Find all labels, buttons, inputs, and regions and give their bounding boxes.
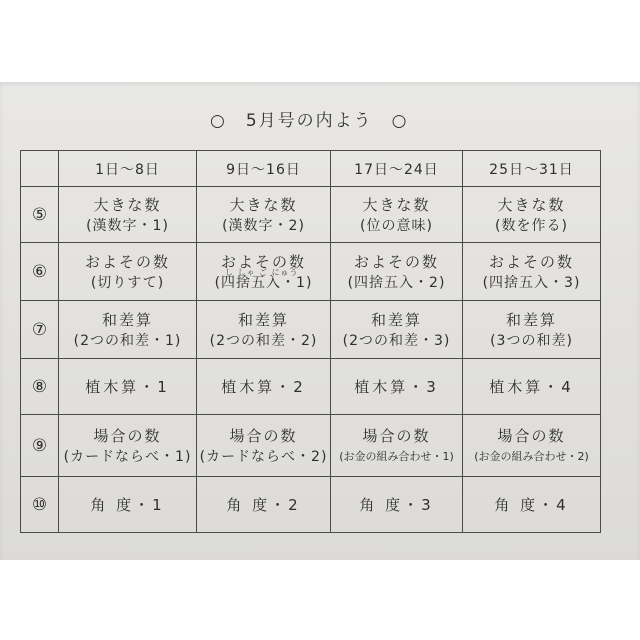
- unit-title: およその数: [84, 252, 170, 271]
- unit-title: 場合の数: [497, 426, 566, 445]
- unit-title: 植木算・1: [59, 359, 197, 415]
- unit-title: 和差算: [370, 310, 422, 329]
- table-cell: [331, 243, 463, 301]
- header-corner: [21, 151, 59, 187]
- table-row: [21, 243, 601, 301]
- unit-title: およその数: [220, 252, 306, 271]
- table-cell: [331, 187, 463, 243]
- schedule-table: [20, 150, 601, 533]
- unit-subtitle: (2つの和差・1): [73, 332, 182, 349]
- table-cell: [197, 415, 331, 477]
- row-number: ⑧: [21, 359, 59, 415]
- unit-title: 場合の数: [229, 426, 298, 445]
- unit-subtitle: (切りすて): [90, 274, 165, 291]
- unit-title: 角 度・1: [59, 477, 197, 533]
- unit-subtitle: (漢数字・2): [222, 217, 305, 234]
- row-number: ⑩: [21, 477, 59, 533]
- unit-title: 場合の数: [362, 426, 431, 445]
- header-week-3: 17日～24日: [331, 151, 463, 187]
- unit-subtitle: (カードならべ・2): [199, 448, 328, 465]
- table-cell: [463, 243, 601, 301]
- unit-subtitle: (四捨五入・2): [347, 274, 446, 291]
- table-row: [21, 477, 601, 533]
- unit-subtitle: (お金の組み合わせ・2): [474, 449, 589, 463]
- page-title: ○ 5月号の内よう ○: [210, 111, 409, 131]
- table-row: [21, 301, 601, 359]
- row-number: ⑨: [21, 415, 59, 477]
- table-cell: [59, 301, 197, 359]
- unit-title: 角 度・4: [463, 477, 601, 533]
- table-cell: [197, 243, 331, 301]
- row-number: ⑥: [21, 243, 59, 301]
- unit-title: 植木算・3: [331, 359, 463, 415]
- unit-subtitle: (四捨五入・3): [482, 274, 581, 291]
- unit-subtitle: (お金の組み合わせ・1): [339, 449, 454, 463]
- unit-title: 大きな数: [229, 195, 298, 214]
- unit-subtitle: (2つの和差・2): [209, 332, 318, 349]
- unit-subtitle: (位の意味): [360, 217, 433, 234]
- table-cell: [463, 187, 601, 243]
- table-row: [21, 359, 601, 415]
- unit-title: およその数: [488, 252, 574, 271]
- table-cell: [463, 301, 601, 359]
- table-row: [21, 415, 601, 477]
- unit-title: 和差算: [101, 310, 153, 329]
- unit-subtitle: (漢数字・1): [86, 217, 169, 234]
- unit-title: 和差算: [237, 310, 289, 329]
- table-cell: [197, 301, 331, 359]
- unit-subtitle: (3つの和差): [490, 332, 573, 349]
- unit-title: 角 度・2: [197, 477, 331, 533]
- unit-subtitle: (数を作る): [495, 217, 568, 234]
- row-number: ⑦: [21, 301, 59, 359]
- unit-title: 植木算・2: [197, 359, 331, 415]
- row-number: ⑤: [21, 187, 59, 243]
- table-row: [21, 187, 601, 243]
- table-cell: [463, 415, 601, 477]
- table-cell: [197, 187, 331, 243]
- unit-title: 大きな数: [497, 195, 566, 214]
- table-cell: [331, 415, 463, 477]
- table-cell: [59, 187, 197, 243]
- unit-title: 大きな数: [362, 195, 431, 214]
- furigana: し しゃ ご にゅう: [225, 268, 299, 277]
- header-week-2: 9日～16日: [197, 151, 331, 187]
- unit-subtitle: (2つの和差・3): [342, 332, 451, 349]
- unit-title: 植木算・4: [463, 359, 601, 415]
- unit-title: 大きな数: [93, 195, 162, 214]
- header-row: [21, 151, 601, 187]
- header-week-1: 1日～8日: [59, 151, 197, 187]
- unit-subtitle: (四捨五入・1): [214, 274, 313, 291]
- unit-title: 角 度・3: [331, 477, 463, 533]
- table-cell: [59, 415, 197, 477]
- header-week-4: 25日～31日: [463, 151, 601, 187]
- unit-title: 場合の数: [93, 426, 162, 445]
- table-cell: [59, 243, 197, 301]
- unit-title: およその数: [353, 252, 439, 271]
- unit-title: 和差算: [505, 310, 557, 329]
- unit-subtitle: (カードならべ・1): [63, 448, 192, 465]
- table-cell: [331, 301, 463, 359]
